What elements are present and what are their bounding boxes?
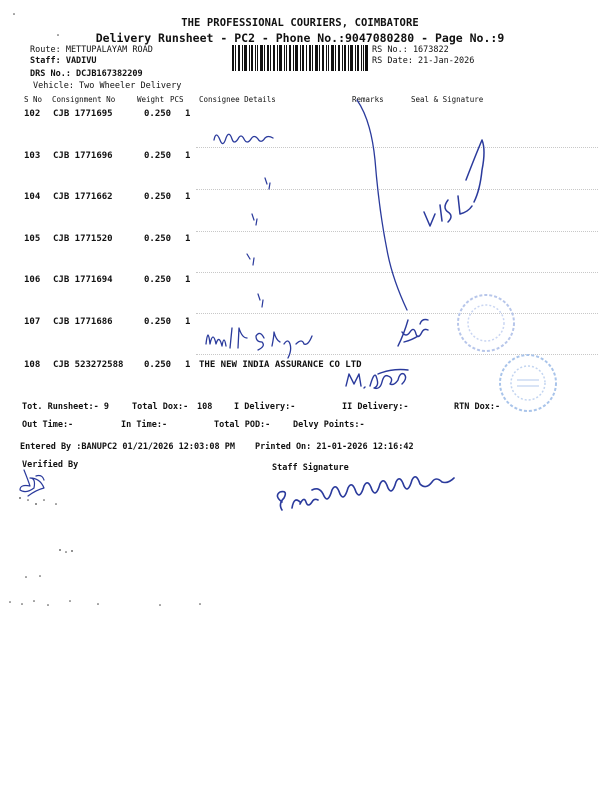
- row-pcs: 1: [185, 234, 191, 244]
- out-time: Out Time:-: [22, 420, 74, 430]
- row-weight: 0.250: [144, 192, 172, 202]
- row-sno: 105: [24, 234, 41, 244]
- table-row: [0, 192, 600, 206]
- row-sno: 106: [24, 275, 41, 285]
- row-weight: 0.250: [144, 109, 172, 119]
- rtn-dox: RTN Dox:-: [454, 402, 501, 412]
- row-divider: [196, 147, 598, 148]
- row-divider: [196, 272, 598, 273]
- col-remarks: Remarks: [352, 95, 384, 104]
- col-sno: S No: [24, 95, 43, 104]
- company-title: THE PROFESSIONAL COURIERS, COIMBATORE: [181, 17, 419, 29]
- row-consignment: CJB 1771520: [53, 234, 113, 244]
- rs-number: RS No.: 1673822: [372, 45, 449, 55]
- verified-by-label: Verified By: [22, 460, 79, 470]
- row-divider: [196, 231, 598, 232]
- row-consignment: CJB 1771686: [53, 317, 113, 327]
- total-pod: Total POD:-: [214, 420, 271, 430]
- col-consignment: Consignment No: [52, 95, 116, 104]
- delivery-points: Delvy Points:-: [293, 420, 365, 430]
- row-divider: [196, 313, 598, 314]
- row-pcs: 1: [185, 109, 191, 119]
- row-consignment: CJB 1771695: [53, 109, 113, 119]
- total-runsheet: Tot. Runsheet:- 9: [22, 402, 109, 412]
- row-consignee: THE NEW INDIA ASSURANCE CO LTD: [199, 360, 362, 370]
- row-sno: 104: [24, 192, 41, 202]
- ditto-mark: [258, 294, 263, 307]
- row-sno: 107: [24, 317, 41, 327]
- vehicle-text: Vehicle: Two Wheeler Delivery: [33, 81, 182, 91]
- seal-stamp: [455, 292, 517, 354]
- runsheet-subtitle: Delivery Runsheet - PC2 - Phone No.:9047080280 - Page No.:9: [95, 31, 505, 45]
- barcode-image: [232, 45, 368, 71]
- printed-on: Printed On: 21-01-2026 12:16:42: [255, 442, 414, 452]
- row-weight: 0.250: [144, 151, 172, 161]
- row-pcs: 1: [185, 275, 191, 285]
- col-seal-signature: Seal & Signature: [411, 95, 484, 104]
- table-row: [0, 151, 600, 165]
- table-row: [0, 234, 600, 248]
- row-pcs: 1: [185, 151, 191, 161]
- total-dox-label: Total Dox:-: [132, 402, 189, 412]
- row-consignment: CJB 1771694: [53, 275, 113, 285]
- ii-delivery: II Delivery:-: [342, 402, 409, 412]
- route-text: Route: METTUPALAYAM ROAD: [30, 45, 153, 55]
- ditto-mark: [247, 254, 254, 265]
- row-pcs: 1: [185, 317, 191, 327]
- handwritten-note: [214, 134, 273, 143]
- row-sno: 108: [24, 360, 41, 370]
- row-sno: 103: [24, 151, 41, 161]
- row-weight: 0.250: [144, 275, 172, 285]
- seal-stamp: [497, 352, 559, 414]
- col-consignee: Consignee Details: [199, 95, 276, 104]
- staff-signature: [277, 477, 454, 510]
- row-pcs: 1: [185, 192, 191, 202]
- table-row: [0, 275, 600, 289]
- in-time: In Time:-: [121, 420, 168, 430]
- row-weight: 0.250: [144, 317, 172, 327]
- i-delivery: I Delivery:-: [234, 402, 296, 412]
- row-consignment: CJB 1771696: [53, 151, 113, 161]
- row-pcs: 1: [185, 360, 191, 370]
- row-divider: [196, 189, 598, 190]
- col-weight: Weight: [137, 95, 165, 104]
- row-weight: 0.250: [144, 360, 172, 370]
- row-consignment: CJB 1771662: [53, 192, 113, 202]
- table-row: [0, 109, 600, 123]
- row-consignment: CJB 523272588: [53, 360, 124, 370]
- col-pcs: PCS: [170, 95, 184, 104]
- row-weight: 0.250: [144, 234, 172, 244]
- row-sno: 102: [24, 109, 41, 119]
- ditto-mark: [252, 214, 257, 225]
- total-dox-value: 108: [197, 402, 213, 412]
- ditto-mark: [265, 178, 270, 189]
- entered-by: Entered By :BANUPC2 01/21/2026 12:03:08 PM: [20, 442, 235, 452]
- staff-signature-label: Staff Signature: [272, 463, 349, 473]
- staff-text: Staff: VADIVU: [30, 56, 97, 66]
- drs-number: DRS No.: DCJB167382209: [30, 69, 143, 79]
- rs-date: RS Date: 21-Jan-2026: [372, 56, 475, 66]
- verified-signature: [20, 470, 44, 496]
